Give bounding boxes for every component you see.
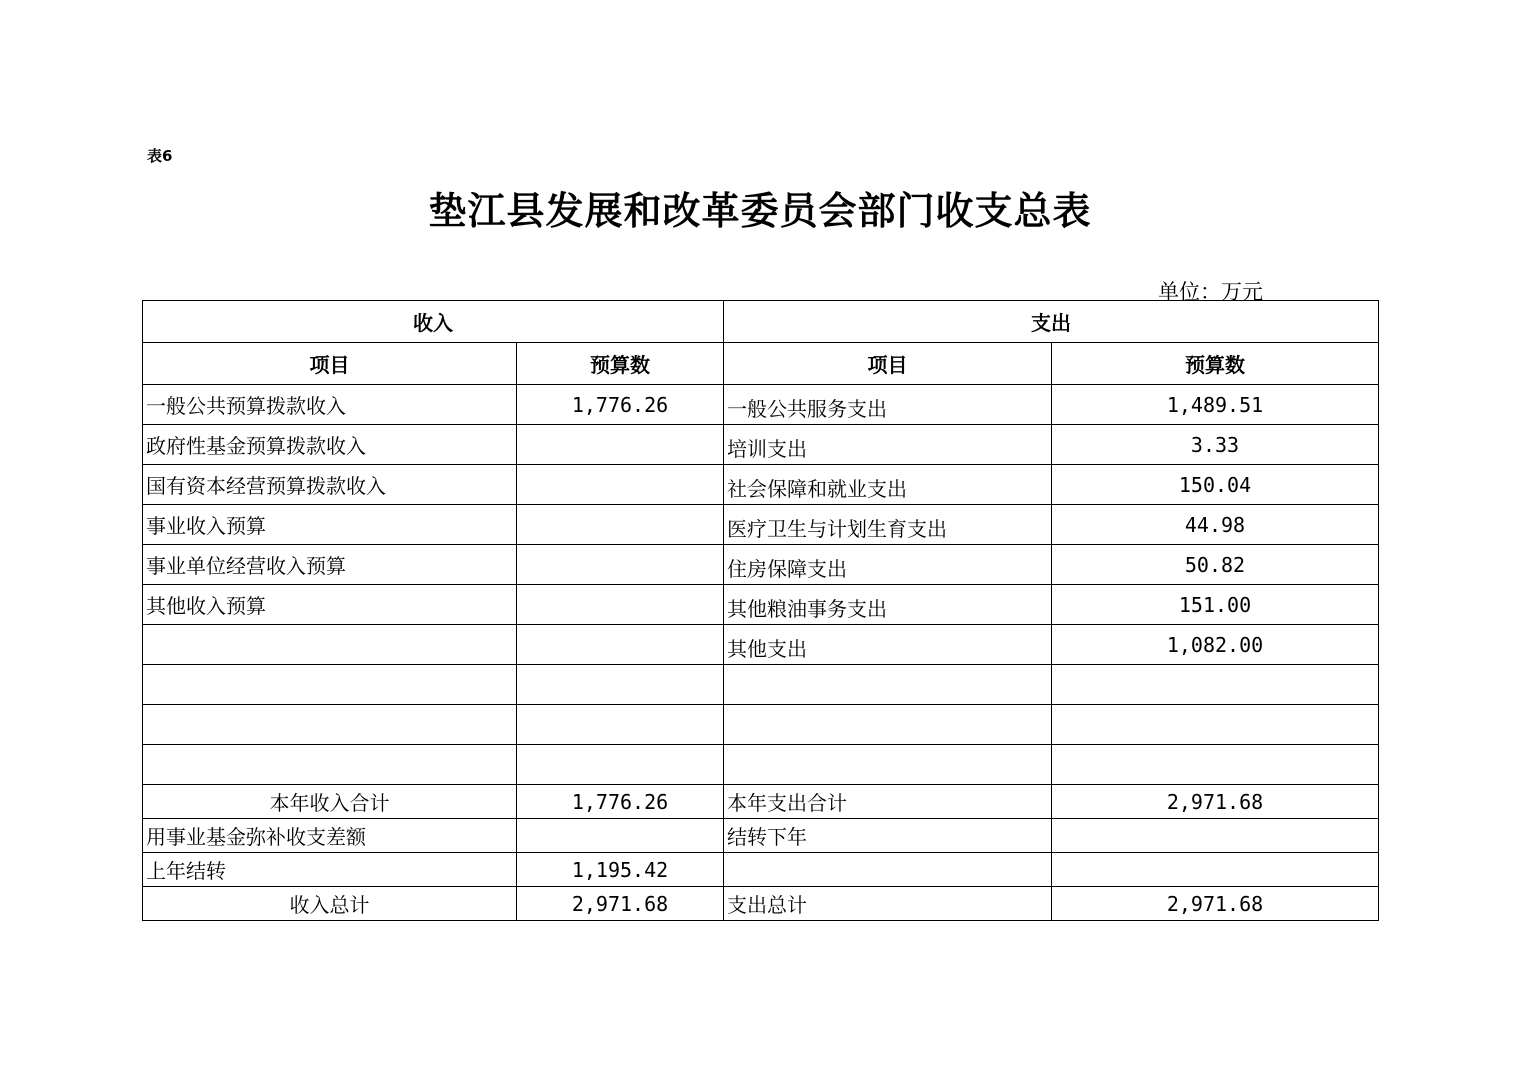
income-amount-cell <box>517 505 724 545</box>
table-row <box>143 665 1379 705</box>
expense-item-cell: 其他支出 <box>724 625 1052 665</box>
carry-prev-label: 上年结转 <box>143 853 517 887</box>
header-expense-amount: 预算数 <box>1052 343 1379 385</box>
income-amount-cell <box>517 425 724 465</box>
table-row <box>143 505 1379 545</box>
table-row <box>143 705 1379 745</box>
year-expense-amount: 2,971.68 <box>1052 785 1379 819</box>
income-item-cell: 其他收入预算 <box>143 585 517 625</box>
expense-amount-cell <box>1052 745 1379 785</box>
table-row-carry-prev <box>143 853 1379 887</box>
table-row-year-total <box>143 785 1379 819</box>
section-header-row <box>143 301 1379 343</box>
income-amount-cell <box>517 465 724 505</box>
income-amount-cell <box>517 705 724 745</box>
table-body <box>143 385 1379 785</box>
expense-amount-cell: 3.33 <box>1052 425 1379 465</box>
income-item-cell: 政府性基金预算拨款收入 <box>143 425 517 465</box>
expense-item-cell: 医疗卫生与计划生育支出 <box>724 505 1052 545</box>
unit-label: 单位：万元 <box>1158 280 1263 304</box>
income-amount-cell <box>517 665 724 705</box>
expense-item-cell: 住房保障支出 <box>724 545 1052 585</box>
income-item-cell <box>143 625 517 665</box>
expense-amount-cell: 151.00 <box>1052 585 1379 625</box>
income-amount-cell <box>517 625 724 665</box>
expense-amount-cell: 1,082.00 <box>1052 625 1379 665</box>
income-item-cell: 事业收入预算 <box>143 505 517 545</box>
table-row <box>143 425 1379 465</box>
income-item-cell <box>143 705 517 745</box>
income-item-cell: 事业单位经营收入预算 <box>143 545 517 585</box>
page-title: 垫江县发展和改革委员会部门收支总表 <box>428 189 1092 233</box>
expense-amount-cell: 1,489.51 <box>1052 385 1379 425</box>
income-item-cell: 国有资本经营预算拨款收入 <box>143 465 517 505</box>
expense-item-cell <box>724 745 1052 785</box>
income-amount-cell <box>517 745 724 785</box>
income-amount-cell: 1,776.26 <box>517 385 724 425</box>
expense-item-cell <box>724 665 1052 705</box>
table-row <box>143 465 1379 505</box>
table-row <box>143 385 1379 425</box>
expense-total-amount: 2,971.68 <box>1052 887 1379 921</box>
section-income: 收入 <box>143 301 724 343</box>
income-amount-cell <box>517 545 724 585</box>
table-row-grand-total <box>143 887 1379 921</box>
expense-total-label: 支出总计 <box>724 887 1052 921</box>
year-income-label: 本年收入合计 <box>143 785 517 819</box>
expense-amount-cell: 150.04 <box>1052 465 1379 505</box>
header-income-amount: 预算数 <box>517 343 724 385</box>
income-total-label: 收入总计 <box>143 887 517 921</box>
section-expense: 支出 <box>724 301 1379 343</box>
expense-amount-cell: 50.82 <box>1052 545 1379 585</box>
fund-label: 用事业基金弥补收支差额 <box>143 819 517 853</box>
carry-prev-amount: 1,195.42 <box>517 853 724 887</box>
income-total-amount: 2,971.68 <box>517 887 724 921</box>
header-expense-item: 项目 <box>724 343 1052 385</box>
year-expense-label: 本年支出合计 <box>724 785 1052 819</box>
expense-item-cell: 一般公共服务支出 <box>724 385 1052 425</box>
empty-cell <box>1052 853 1379 887</box>
carry-next-amount <box>1052 819 1379 853</box>
table-row <box>143 745 1379 785</box>
fund-amount <box>517 819 724 853</box>
table-row <box>143 585 1379 625</box>
expense-item-cell <box>724 705 1052 745</box>
table-number: 表6 <box>147 147 173 165</box>
table-row-fund <box>143 819 1379 853</box>
income-amount-cell <box>517 585 724 625</box>
expense-item-cell: 其他粮油事务支出 <box>724 585 1052 625</box>
carry-next-label: 结转下年 <box>724 819 1052 853</box>
table-row <box>143 545 1379 585</box>
income-item-cell: 一般公共预算拨款收入 <box>143 385 517 425</box>
expense-amount-cell: 44.98 <box>1052 505 1379 545</box>
expense-amount-cell <box>1052 665 1379 705</box>
expense-amount-cell <box>1052 705 1379 745</box>
income-item-cell <box>143 665 517 705</box>
header-income-item: 项目 <box>143 343 517 385</box>
expense-item-cell: 培训支出 <box>724 425 1052 465</box>
expense-item-cell: 社会保障和就业支出 <box>724 465 1052 505</box>
budget-table <box>142 300 1379 921</box>
empty-cell <box>724 853 1052 887</box>
column-header-row <box>143 343 1379 385</box>
income-item-cell <box>143 745 517 785</box>
table-row <box>143 625 1379 665</box>
year-income-amount: 1,776.26 <box>517 785 724 819</box>
